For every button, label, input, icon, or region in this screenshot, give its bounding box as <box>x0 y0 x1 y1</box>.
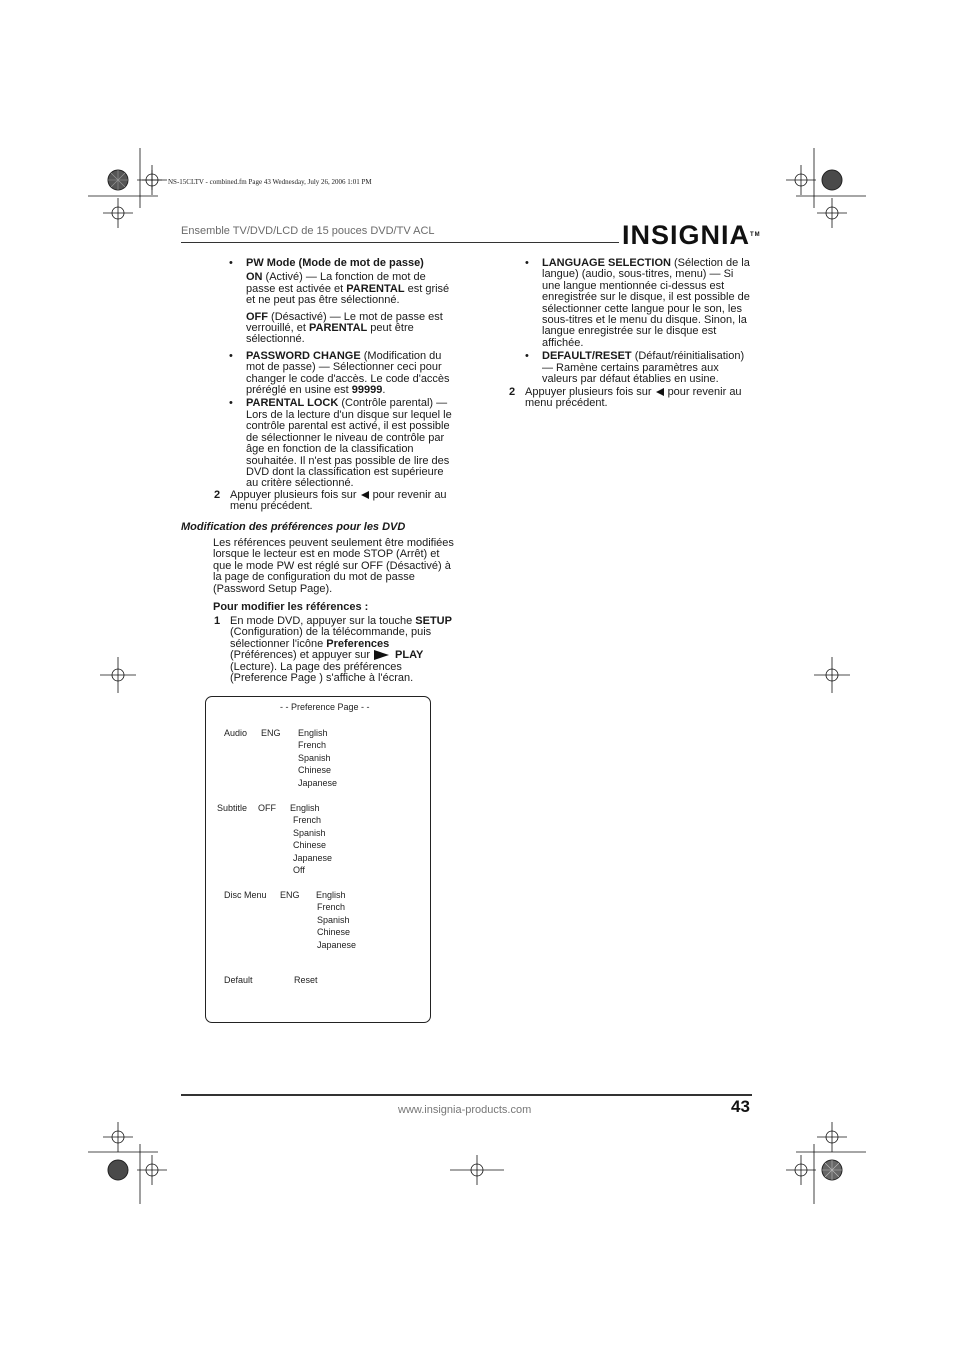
audio-value: ENG <box>261 728 281 738</box>
step1-text-3: (Préférences) et appuyer sur <box>230 649 371 662</box>
step-number: 2 <box>509 386 516 398</box>
density-swatch-icon <box>108 1160 128 1180</box>
step-number: 1 <box>214 615 221 627</box>
option-item: French <box>293 815 322 826</box>
step2-text: Appuyer plusieurs fois sur <box>230 489 357 501</box>
step1-text: En mode DVD, appuyer sur la touche <box>230 615 416 627</box>
registration-target-icon <box>103 198 133 228</box>
preference-page-title: - - Preference Page - - <box>280 702 370 712</box>
option-item: English <box>316 890 346 900</box>
bullet-dot: • <box>525 257 529 269</box>
registration-target-icon <box>100 657 136 693</box>
pw-off-parental: PARENTAL <box>308 322 368 335</box>
logo-trademark: TM <box>750 232 761 238</box>
parental-lock-text: (Contrôle parental) — Lors de la lecture d'un disque sur lequel le contrôle parental est activé, il est possible de sélectionner le niveau de contrôle par âge en fonction de la classification souhaitée. Il n'est pas possible de lire des DVD dont la classification est supérieure au critère sélectionné. <box>246 397 452 490</box>
option-item: Chinese <box>317 927 351 938</box>
default-reset-text: (Défaut/réinitialisation) — Ramène certains paramètres aux valeurs par défaut établies en usine. <box>542 350 745 386</box>
step2-text-end: pour revenir au menu précédent. <box>230 489 447 513</box>
disc-menu-label: Disc Menu <box>224 890 267 900</box>
pw-on-text-end: est grisé et ne peut pas être sélectionné. <box>246 282 450 307</box>
option-item: Chinese <box>293 840 327 851</box>
default-label: Default <box>224 975 253 985</box>
option-item: English <box>298 728 328 738</box>
option-item: Japanese <box>298 777 338 788</box>
subtitle-value: OFF <box>258 803 276 813</box>
pw-on-text: (Activé) — La fonction de mot de passe est activée et <box>246 271 426 295</box>
bullet-dot: • <box>229 349 233 362</box>
password-code: 99999 <box>351 384 383 397</box>
subtitle-label: Subtitle <box>217 803 248 813</box>
registration-target-icon <box>450 1155 504 1185</box>
pw-off-text-end: peut être sélectionné. <box>246 322 414 346</box>
page-number: 43 <box>731 1097 750 1116</box>
bullet-dot: • <box>229 397 233 410</box>
density-swatch-icon <box>822 170 842 190</box>
password-change-text: (Modification du mot de passe) — Sélectionner ceci pour changer le code d'accès. Le code d'accès préréglé en usine est <box>246 349 450 397</box>
option-item: Spanish <box>317 914 350 925</box>
default-value: Reset <box>294 975 318 985</box>
procedure-title-text: Pour modifier les références : <box>213 601 369 613</box>
password-change-label: PASSWORD CHANGE <box>246 349 361 362</box>
default-reset-label: DEFAULT/RESET <box>542 350 632 363</box>
density-swatch-icon <box>108 170 128 190</box>
density-swatch-icon <box>822 1160 842 1180</box>
option-item: Chinese <box>298 765 332 776</box>
language-selection-text: (Sélection de la langue) (audio, sous-titres, menu) — Si une langue mentionnée ci-dessus est enregistrée sur le disque, il est possible de sélectionner cette langue pour le son, les sous-titres et le menu du disque. Sinon, la langue enregistrée sur le disque est affichée. <box>542 257 750 349</box>
disc-menu-value: ENG <box>280 890 300 900</box>
registration-target-icon <box>786 1155 816 1185</box>
step2-text: Appuyer plusieurs fois sur <box>525 386 652 398</box>
parental-lock-label: PARENTAL LOCK <box>246 397 339 410</box>
footer-url: www.insignia-products.com <box>398 1104 532 1116</box>
section-title: Modification des préférences pour les DVD <box>181 521 406 533</box>
running-title: Ensemble TV/DVD/LCD de 15 pouces DVD/TV ACL <box>181 225 435 237</box>
registration-target-icon <box>786 165 816 195</box>
pw-on-parental: PARENTAL <box>346 282 405 295</box>
play-key: PLAY <box>395 649 424 662</box>
pw-off-text: (Désactivé) — Le mot de passe est verrouillé, et <box>246 310 443 335</box>
option-item: French <box>317 902 346 913</box>
bullet-dot: • <box>525 350 529 363</box>
option-item: Spanish <box>293 827 326 838</box>
pw-on-label: ON <box>246 271 263 284</box>
registration-target-icon <box>103 1122 133 1152</box>
step2-text-end: pour revenir au menu précédent. <box>525 386 742 410</box>
option-item: Japanese <box>293 852 333 863</box>
password-end: . <box>382 384 386 397</box>
step1-text-4: (Lecture). La page des préférences (Preference Page ) s'affiche à l'écran. <box>230 660 414 685</box>
step-number: 2 <box>214 489 221 501</box>
intro-paragraph: Les références peuvent seulement être modifiées lorsque le lecteur est en mode STOP (Arrêt) et que le mode PW est réglé sur OFF (Désactivé) à la page de configuration du mot de passe (Password Setup Page). <box>213 537 454 595</box>
print-slug: NS-15CLTV - combined.fm Page 43 Wednesday, July 26, 2006 1:01 PM <box>168 178 372 186</box>
option-item: Japanese <box>317 939 357 950</box>
preferences-label: Preferences <box>326 637 390 650</box>
pw-off-label: OFF <box>246 310 268 323</box>
language-selection-label: LANGUAGE SELECTION <box>542 257 671 269</box>
step1-text-2: (Configuration) de la télécommande, puis sélectionner l'icône <box>230 626 432 650</box>
option-item: French <box>298 740 327 751</box>
audio-label: Audio <box>224 728 248 738</box>
option-item: English <box>290 803 320 813</box>
registration-target-icon <box>137 165 167 195</box>
registration-target-icon <box>817 198 847 228</box>
logo-text: INSIGNIA <box>622 220 751 250</box>
option-item: Off <box>293 865 305 876</box>
option-item: Spanish <box>298 752 331 763</box>
registration-target-icon <box>814 657 850 693</box>
pw-mode-title: PW Mode (Mode de mot de passe) <box>246 257 424 269</box>
registration-target-icon <box>137 1155 167 1185</box>
setup-key: SETUP <box>415 615 452 627</box>
bullet-dot: • <box>229 257 233 269</box>
registration-target-icon <box>817 1122 847 1152</box>
